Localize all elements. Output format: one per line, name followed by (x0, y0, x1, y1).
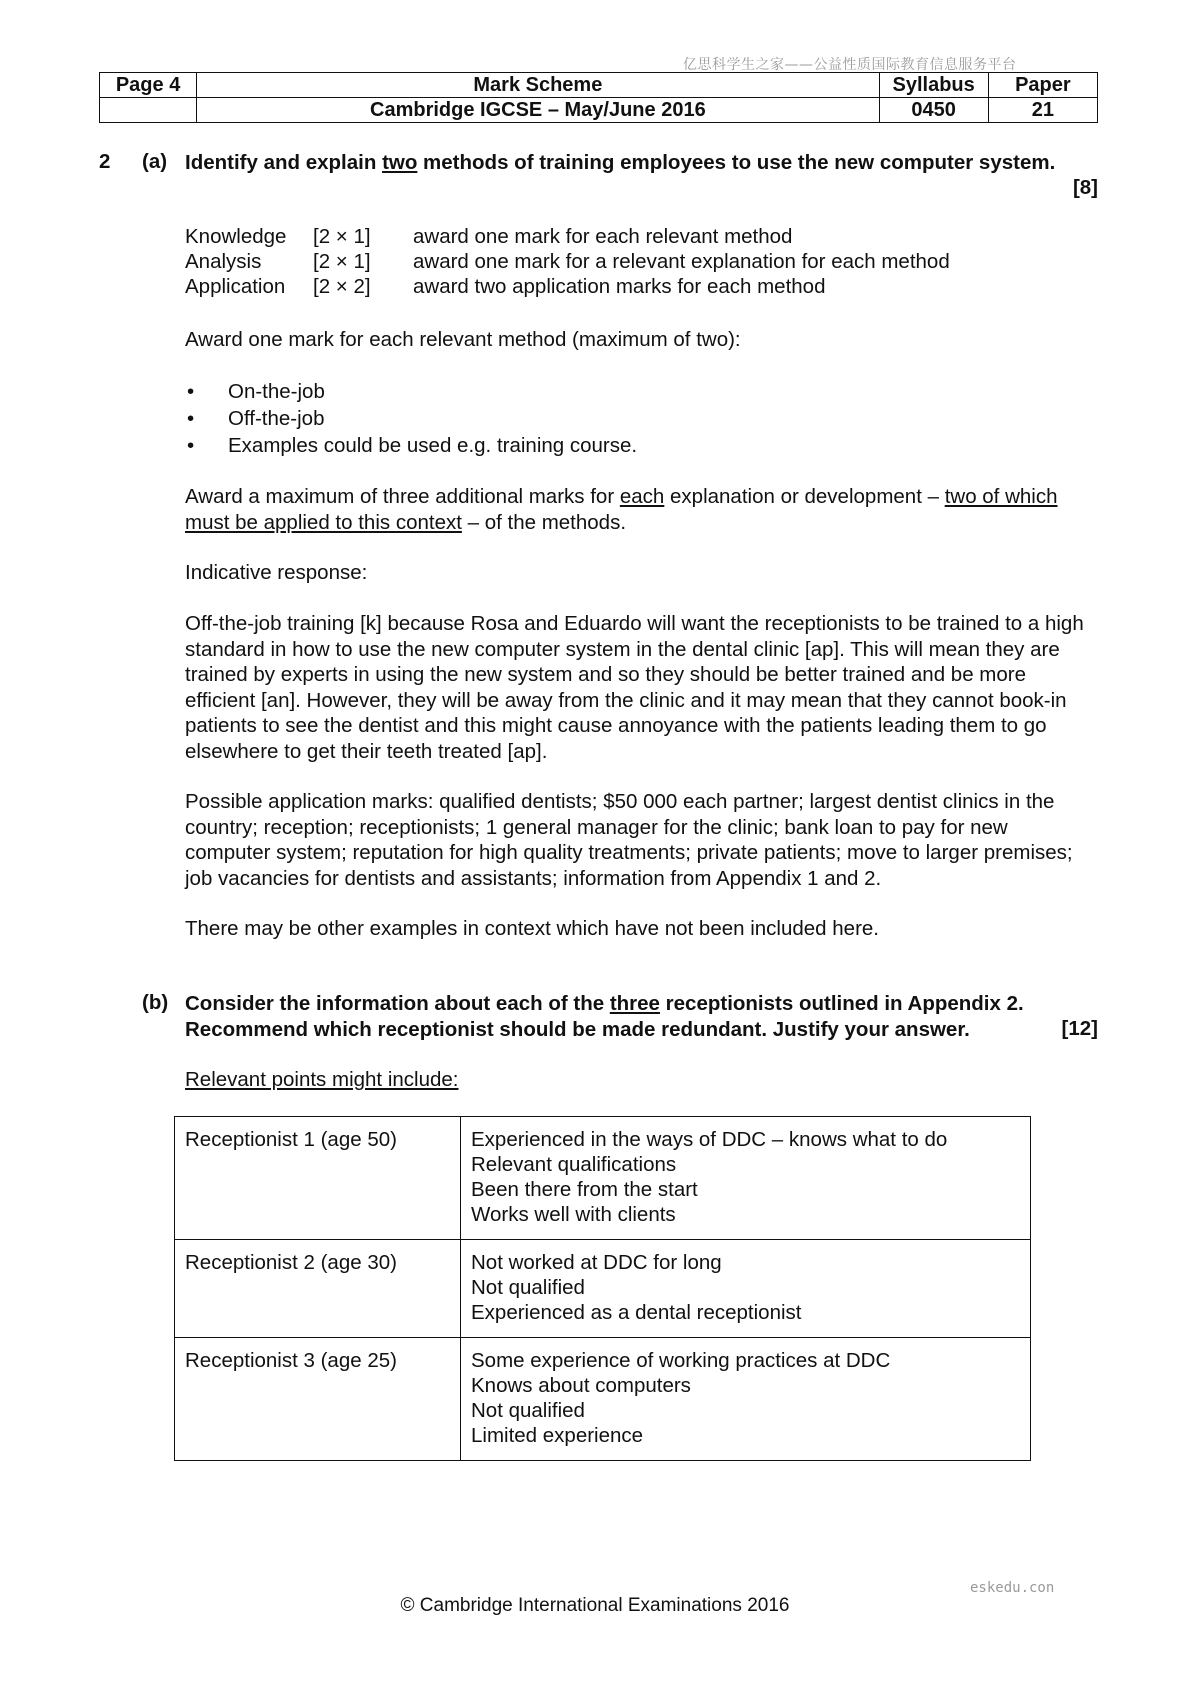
blank-cell (100, 98, 197, 123)
indicative-response: Off-the-job training [k] because Rosa and Eduardo will want the receptionists to be trained to a high standard in how to use the new computer system in the dental clinic [ap]. This will mean they are trained by experts in using the new system and so they should be better trained and be more efficient [an]. However, they will be away from the clinic and it may mean that they cannot book-in patients to see the dentist and this might cause annoyance with the patients leading them to go elsewhere to get their teeth treated [ap]. (185, 612, 1084, 763)
part-a-label: (a) (142, 150, 168, 173)
point: Relevant qualifications (471, 1153, 677, 1176)
part-b-label: (b) (142, 991, 169, 1014)
doc-title: Mark Scheme (197, 73, 879, 98)
point: Experienced as a dental receptionist (471, 1301, 802, 1324)
receptionist-name: Receptionist 2 (age 30) (175, 1240, 461, 1338)
receptionist-points (461, 1240, 1031, 1338)
allocation-desc: award one mark for a relevant explanation for each method (413, 250, 950, 273)
relevant-points-heading: Relevant points might include: (185, 1068, 459, 1091)
header-table (99, 72, 1098, 123)
allocation: [2 × 1] (313, 250, 371, 273)
point: Knows about computers (471, 1374, 691, 1397)
page-number: Page 4 (100, 73, 197, 98)
list-item: • Examples could be used e.g. training course. (185, 432, 637, 459)
point: Works well with clients (471, 1203, 676, 1226)
point: Experienced in the ways of DDC – knows what to do (471, 1128, 948, 1151)
receptionist-points (461, 1117, 1031, 1240)
other-examples-note: There may be other examples in context which have not been included here. (185, 917, 879, 940)
doc-subtitle: Cambridge IGCSE – May/June 2016 (197, 98, 879, 123)
syllabus-label: Syllabus (879, 73, 988, 98)
part-b-question (185, 991, 1095, 1043)
part-a-question: Identify and explain two methods of training employees to use the new computer system. (185, 151, 1056, 174)
skill: Application (185, 275, 286, 298)
skill: Analysis (185, 250, 262, 273)
part-a-marks: [8] (1072, 176, 1098, 199)
point: Been there from the start (471, 1178, 698, 1201)
point: Limited experience (471, 1424, 644, 1447)
receptionist-name: Receptionist 1 (age 50) (175, 1117, 461, 1240)
list-item: • Off-the-job (185, 405, 637, 432)
allocation-desc: award two application marks for each method (413, 275, 826, 298)
syllabus-code: 0450 (879, 98, 988, 123)
watermark-top: 亿思科学生之家——公益性质国际教育信息服务平台 (683, 57, 1017, 73)
part-b-line1: Consider the information about each of the three receptionists outlined in Appendix 2. (185, 992, 1024, 1015)
table-row (175, 1240, 1031, 1338)
point: Not qualified (471, 1399, 585, 1422)
methods-list (185, 378, 637, 459)
receptionist-name: Receptionist 3 (age 25) (175, 1338, 461, 1461)
receptionist-points (461, 1338, 1031, 1461)
point: Some experience of working practices at DDC (471, 1349, 891, 1372)
table-row (175, 1117, 1031, 1240)
allocation: [2 × 1] (313, 225, 371, 248)
part-b-marks: [12] (1061, 1017, 1098, 1040)
watermark-bottom: eskedu.con (970, 1580, 1055, 1596)
application-marks: Possible application marks: qualified dentists; $50 000 each partner; largest dentist clinics in the country; reception; receptionists; 1 general manager for the clinic; bank loan to pay for new computer system; reputation for high quality treatments; private patients; move to larger premises; job vacancies for dentists and assistants; information from Appendix 1 and 2. (185, 790, 1073, 890)
skill: Knowledge (185, 225, 287, 248)
paper-label: Paper (988, 73, 1097, 98)
award-intro: Award one mark for each relevant method (maximum of two): (185, 328, 741, 351)
point: Not qualified (471, 1276, 585, 1299)
question-number: 2 (99, 150, 111, 173)
paper-number: 21 (988, 98, 1097, 123)
point: Not worked at DDC for long (471, 1251, 722, 1274)
indicative-heading: Indicative response: (185, 561, 368, 584)
list-item: • On-the-job (185, 378, 637, 405)
allocation-desc: award one mark for each relevant method (413, 225, 793, 248)
additional-marks-note: Award a maximum of three additional marks for each explanation or development – two of which must be applied to this context – of the methods. (185, 485, 1058, 534)
copyright-footer: © Cambridge International Examinations 2016 (400, 1595, 790, 1616)
allocation: [2 × 2] (313, 275, 371, 298)
receptionist-table (174, 1116, 1031, 1461)
table-row (175, 1338, 1031, 1461)
part-b-line2: Recommend which receptionist should be made redundant. Justify your answer. (185, 1018, 970, 1041)
